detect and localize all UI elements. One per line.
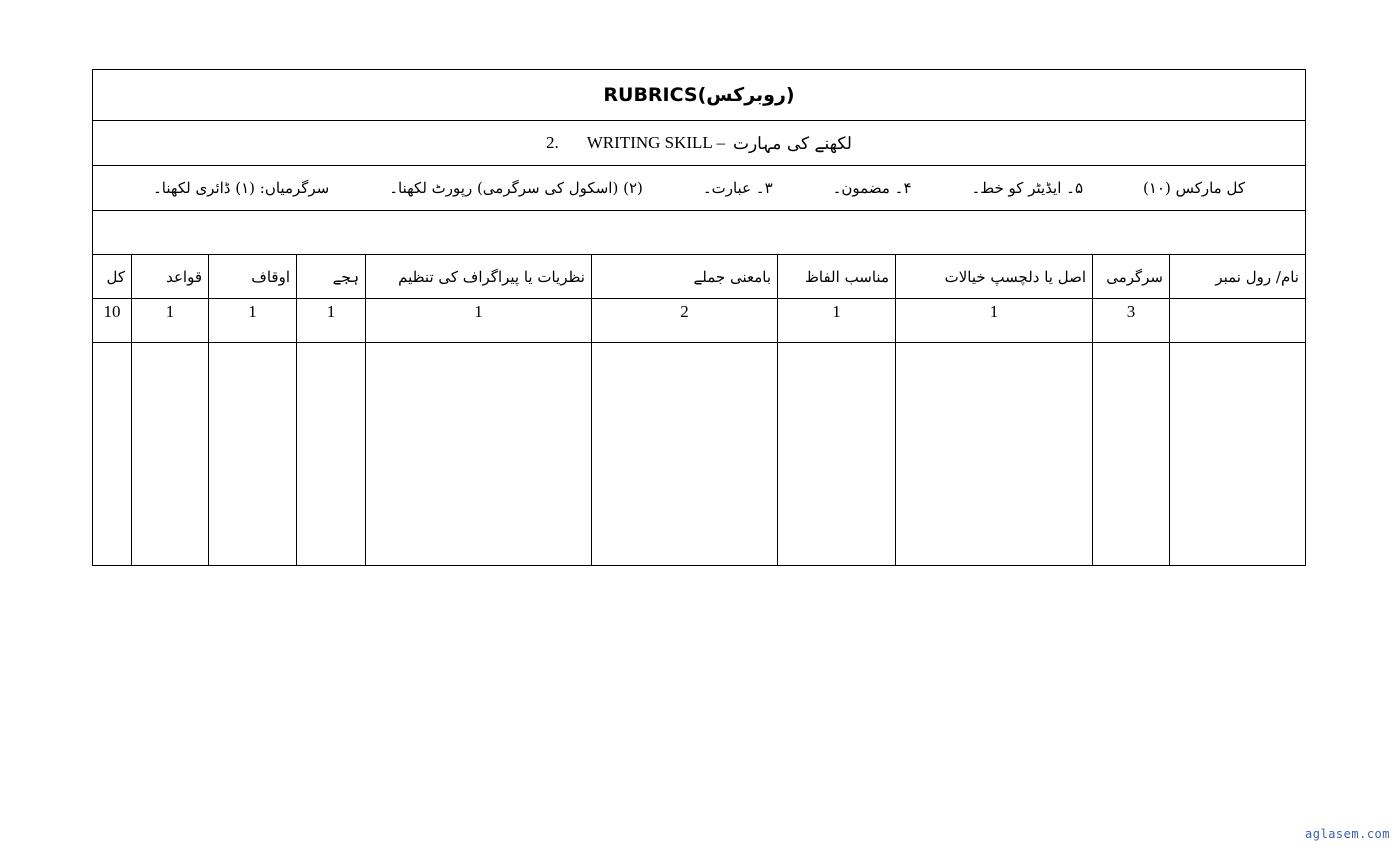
column-header: اوقاف [208, 255, 296, 299]
empty-cell [208, 343, 296, 565]
activity-item: (۲) (اسکول کی سرگرمی) رپورٹ لکھنا۔ [389, 179, 643, 197]
rubric-table [92, 69, 1306, 566]
marks-cell: 1 [296, 299, 365, 343]
empty-cell [777, 343, 895, 565]
marks-cell: 10 [93, 299, 131, 343]
rubric-title: RUBRICS(روبرکس) [93, 70, 1305, 121]
empty-cell [131, 343, 208, 565]
section-number: 2. [546, 133, 559, 152]
column-header: ہجے [296, 255, 365, 299]
section-title-english: WRITING SKILL – [586, 133, 725, 152]
column-header: قواعد [131, 255, 208, 299]
section-title-urdu: لکھنے کی مہارت [732, 133, 852, 154]
marks-cell [1169, 299, 1305, 343]
marks-cell: 1 [208, 299, 296, 343]
marks-cell: 1 [131, 299, 208, 343]
empty-cell [1092, 343, 1169, 565]
activity-item: سرگرمیاں: (۱) ڈائری لکھنا۔ [153, 179, 330, 197]
watermark: aglasem.com [1305, 827, 1390, 841]
column-header: مناسب الفاظ [777, 255, 895, 299]
marks-cell: 2 [591, 299, 777, 343]
marks-cell: 3 [1092, 299, 1169, 343]
marks-cell: 1 [365, 299, 591, 343]
empty-cell [365, 343, 591, 565]
marks-cell: 1 [895, 299, 1092, 343]
empty-cell [1169, 343, 1305, 565]
column-header: بامعنی جملے [591, 255, 777, 299]
rubric-subtitle [93, 121, 1305, 166]
activity-item: ۵۔ ایڈیٹر کو خط۔ [971, 179, 1084, 197]
column-header: نام/ رول نمبر [1169, 255, 1305, 299]
blank-row [93, 211, 1305, 255]
empty-cell [895, 343, 1092, 565]
empty-cell [93, 343, 131, 565]
empty-cell [296, 343, 365, 565]
total-marks-label: کل مارکس (۱۰) [1143, 179, 1245, 197]
activities-row [93, 166, 1305, 211]
empty-cell [591, 343, 777, 565]
marks-cell: 1 [777, 299, 895, 343]
column-header: کل [93, 255, 131, 299]
activity-item: ۴۔ مضمون۔ [832, 179, 912, 197]
activity-item: ۳۔ عبارت۔ [702, 179, 773, 197]
column-header: سرگرمی [1092, 255, 1169, 299]
criteria-grid [93, 255, 1305, 565]
column-header: اصل یا دلچسپ خیالات [895, 255, 1092, 299]
column-header: نظریات یا پیراگراف کی تنظیم [365, 255, 591, 299]
